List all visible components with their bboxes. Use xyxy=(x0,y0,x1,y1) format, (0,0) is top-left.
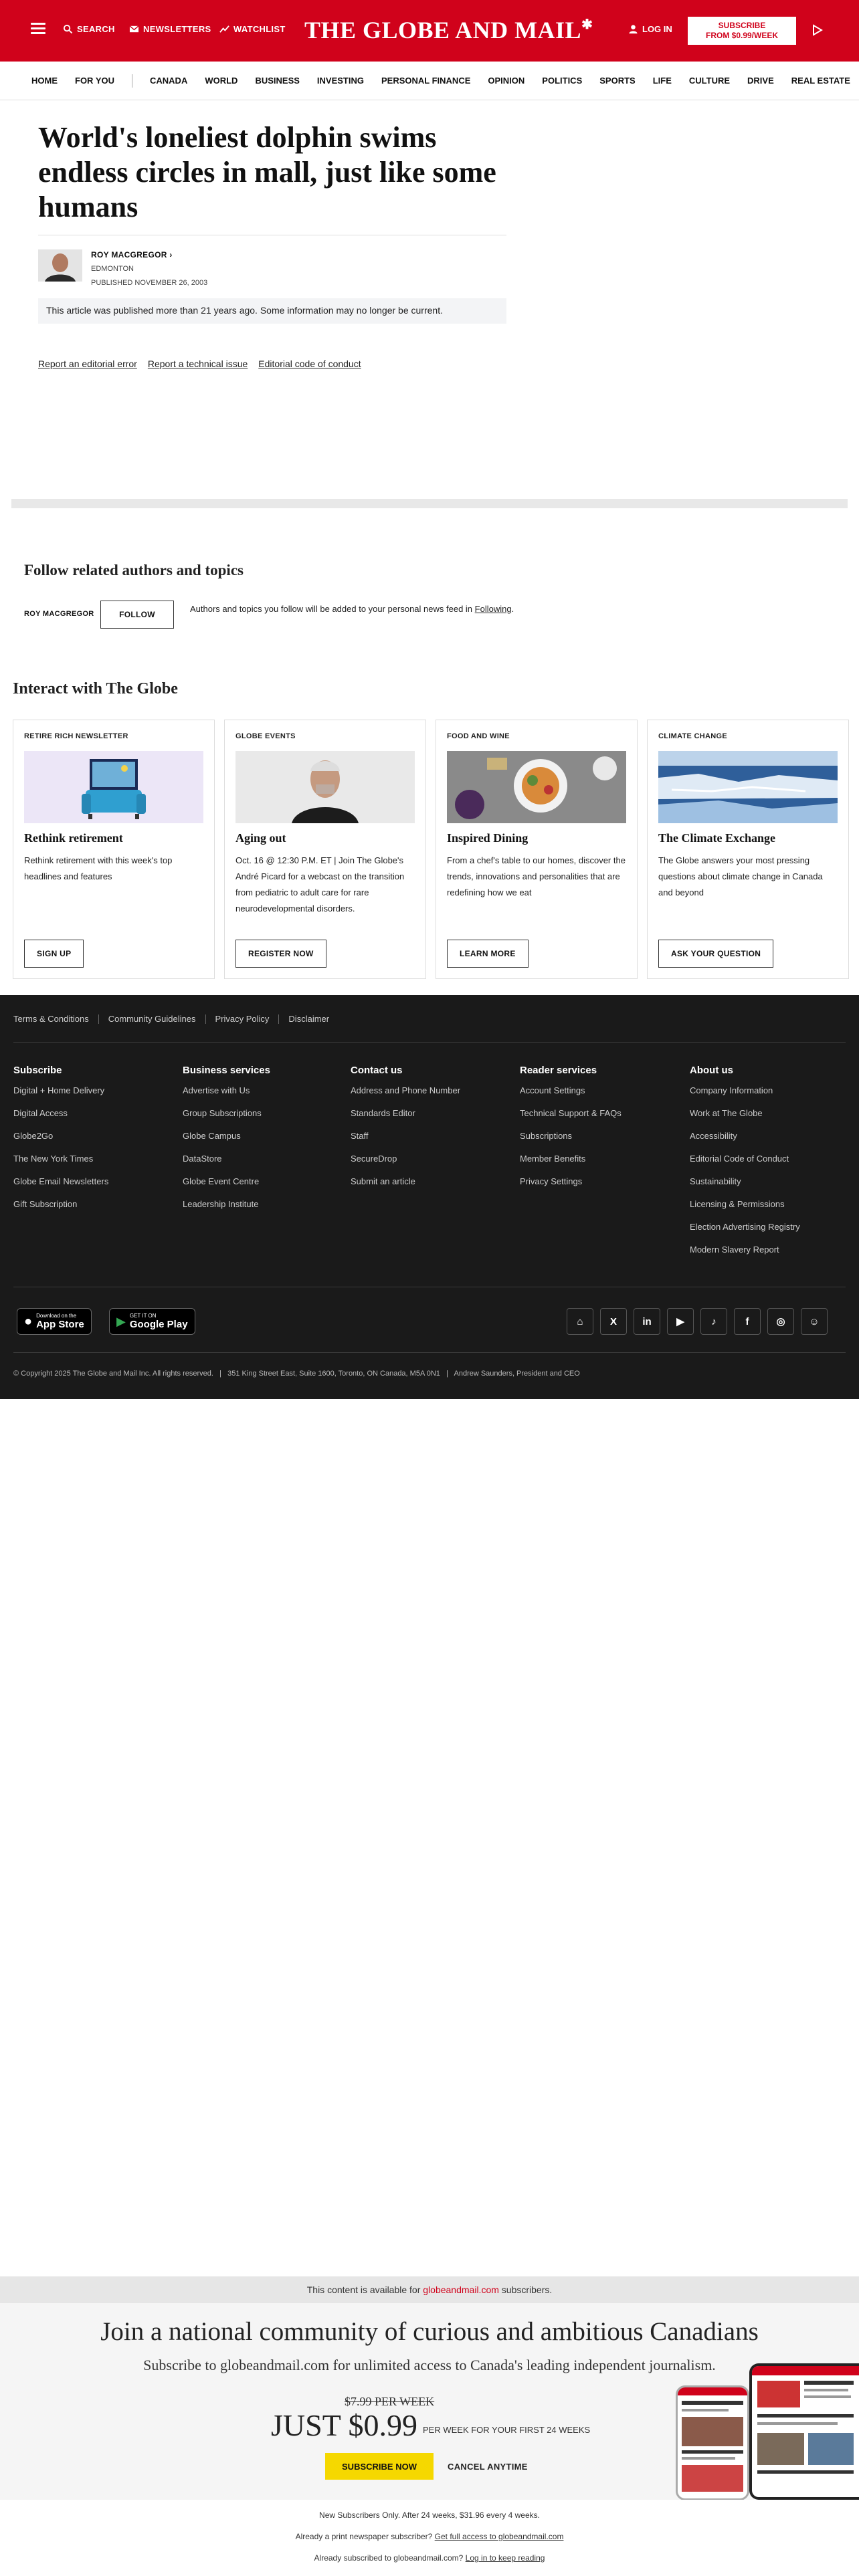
card-description: Oct. 16 @ 12:30 P.M. ET | Join The Globe's André Picard for a webcast on the transition from pediatric to adult care for rare neurodevelopmental disorders. xyxy=(235,855,405,914)
card-retire-rich[interactable] xyxy=(13,720,215,979)
existing-subscriber-note xyxy=(0,2553,859,2563)
card-image-armchair xyxy=(24,751,203,823)
instagram-icon[interactable]: ◎ xyxy=(767,1308,794,1335)
chevron-right-icon: › xyxy=(169,250,173,259)
footer-link[interactable]: Submit an article xyxy=(351,1176,415,1186)
gift-icon[interactable]: ⌂ xyxy=(567,1308,593,1335)
user-icon xyxy=(628,24,638,34)
article-headline: World's loneliest dolphin swims endless circles in mall, just like some humans xyxy=(38,121,496,223)
footer-link[interactable]: Globe Event Centre xyxy=(183,1176,260,1186)
site-footer xyxy=(0,995,859,1399)
subscribe-line-1: SUBSCRIBE xyxy=(718,21,766,30)
subscribe-now-button[interactable]: SUBSCRIBE NOW xyxy=(325,2453,434,2480)
card-kicker: RETIRE RICH NEWSLETTER xyxy=(24,732,128,740)
follow-note-end: . xyxy=(511,604,514,614)
nav-item-personal-finance[interactable]: PERSONAL FINANCE xyxy=(381,76,471,86)
footer-link[interactable]: Group Subscriptions xyxy=(183,1108,262,1118)
nav-item-real-estate[interactable]: REAL ESTATE xyxy=(791,76,850,86)
newsletters-label: NEWSLETTERS xyxy=(143,24,211,34)
card-globe-events[interactable] xyxy=(224,720,426,979)
publish-date: PUBLISHED NOVEMBER 26, 2003 xyxy=(91,279,208,287)
app-store-badge[interactable] xyxy=(17,1308,92,1335)
register-now-button[interactable]: REGISTER NOW xyxy=(235,940,326,968)
card-description: Rethink retirement with this week's top headlines and features xyxy=(24,855,173,881)
footer-link[interactable]: Technical Support & FAQs xyxy=(520,1108,622,1118)
learn-more-button[interactable]: LEARN MORE xyxy=(447,940,529,968)
card-description: From a chef's table to our homes, discover the trends, innovations and personalities that are redefining how we eat xyxy=(447,855,626,897)
paywall-notice-pre: This content is available for xyxy=(306,2284,423,2295)
footer-link[interactable]: Member Benefits xyxy=(520,1154,586,1164)
card-description: The Globe answers your most pressing questions about climate change in Canada and beyond xyxy=(658,855,823,897)
footer-link[interactable]: Licensing & Permissions xyxy=(690,1199,785,1209)
divider xyxy=(98,1014,99,1024)
footer-link[interactable]: Leadership Institute xyxy=(183,1199,259,1209)
apple-icon: ● xyxy=(24,1313,33,1329)
report-editorial-error-link[interactable]: Report an editorial error xyxy=(38,358,137,369)
footer-link[interactable]: Privacy Settings xyxy=(520,1176,583,1186)
full-access-link[interactable]: Get full access to globeandmail.com xyxy=(434,2532,564,2541)
paywall-subheadline: Subscribe to globeandmail.com for unlimited access to Canada's leading independent journalism. xyxy=(143,2357,716,2373)
divider xyxy=(278,1014,279,1024)
footer-link[interactable]: Subscriptions xyxy=(520,1131,573,1141)
google-play-badge[interactable] xyxy=(109,1308,195,1335)
privacy-policy-link[interactable]: Privacy Policy xyxy=(215,1014,270,1024)
footer-column-about-us xyxy=(690,1065,800,1267)
paywall-notice xyxy=(0,2276,859,2303)
nav-item-investing[interactable]: INVESTING xyxy=(316,76,364,86)
login-link[interactable]: Log in to keep reading xyxy=(465,2553,545,2563)
search-icon xyxy=(63,24,73,34)
footer-link[interactable]: Globe Campus xyxy=(183,1131,241,1141)
facebook-icon[interactable]: f xyxy=(734,1308,761,1335)
linkedin-icon[interactable]: in xyxy=(634,1308,660,1335)
sign-up-button[interactable]: SIGN UP xyxy=(24,940,84,968)
following-link[interactable]: Following xyxy=(474,604,512,614)
nav-item-home[interactable]: HOME xyxy=(31,76,58,86)
envelope-icon xyxy=(129,24,139,34)
card-image-food xyxy=(447,751,626,823)
newsletters-button[interactable] xyxy=(129,24,211,34)
editorial-code-link[interactable]: Editorial code of conduct xyxy=(258,358,361,369)
footer-column-title: Reader services xyxy=(520,1065,597,1076)
card-title: Rethink retirement xyxy=(24,831,123,845)
footer-link[interactable]: Standards Editor xyxy=(351,1108,415,1118)
login-label: LOG IN xyxy=(642,24,672,34)
card-image-portrait xyxy=(235,751,415,823)
footer-column-title: Business services xyxy=(183,1065,270,1076)
divider xyxy=(13,1352,846,1353)
footer-link[interactable]: Editorial Code of Conduct xyxy=(690,1154,789,1164)
site-logo[interactable] xyxy=(304,16,593,44)
menu-icon[interactable] xyxy=(31,23,45,35)
footer-column-business-services xyxy=(183,1065,270,1222)
divider xyxy=(205,1014,206,1024)
cancel-anytime-label: CANCEL ANYTIME xyxy=(448,2462,528,2472)
author-name-text: ROY MACGREGOR xyxy=(91,250,167,259)
footer-link[interactable]: Globe2Go xyxy=(13,1131,54,1141)
maple-leaf-icon: ✱ xyxy=(581,17,593,32)
footer-link[interactable]: Account Settings xyxy=(520,1085,585,1095)
article-links xyxy=(38,358,361,369)
age-notice: This article was published more than 21 years ago. Some information may no longer be current. xyxy=(38,298,506,324)
card-kicker: GLOBE EVENTS xyxy=(235,732,296,740)
google-play-small: GET IT ON xyxy=(129,1313,157,1319)
search-button[interactable] xyxy=(63,24,115,34)
tablet-mockup xyxy=(749,2363,859,2500)
app-store-small: Download on the xyxy=(36,1313,77,1319)
card-climate-change[interactable] xyxy=(647,720,849,979)
nav-item-opinion[interactable]: OPINION xyxy=(488,76,525,86)
paywall-notice-post: subscribers. xyxy=(498,2284,553,2295)
existing-subscriber-text: Already subscribed to globeandmail.com? xyxy=(314,2553,466,2563)
offer-terms: PER WEEK FOR YOUR FIRST 24 WEEKS xyxy=(423,2425,591,2435)
author-name[interactable] xyxy=(91,250,173,259)
card-food-and-wine[interactable] xyxy=(436,720,638,979)
subscribe-line-2: FROM $0.99/WEEK xyxy=(705,31,779,40)
follow-section-title: Follow related authors and topics xyxy=(24,562,244,578)
legal-links xyxy=(13,1014,329,1024)
top-bar xyxy=(0,0,859,62)
x-icon[interactable]: X xyxy=(600,1308,627,1335)
footer-column-title: About us xyxy=(690,1065,733,1076)
nav-item-culture[interactable]: CULTURE xyxy=(688,76,731,86)
divider xyxy=(13,1042,846,1043)
card-kicker: CLIMATE CHANGE xyxy=(658,732,727,740)
nav-item-canada[interactable]: CANADA xyxy=(150,76,188,86)
footer-link[interactable]: The New York Times xyxy=(13,1154,94,1164)
footer-link[interactable]: Accessibility xyxy=(690,1131,737,1141)
nav-item-politics[interactable]: POLITICS xyxy=(542,76,583,86)
footer-link[interactable]: DataStore xyxy=(183,1154,222,1164)
footer-link[interactable]: Work at The Globe xyxy=(690,1108,763,1118)
paywall-footer xyxy=(0,2500,859,2576)
logo-text: THE GLOBE AND MAIL xyxy=(304,17,582,43)
footer-column-contact-us xyxy=(351,1065,460,1199)
terms-link[interactable]: Terms & Conditions xyxy=(13,1014,89,1024)
audio-play-icon[interactable] xyxy=(812,24,824,36)
globeandmail-link[interactable]: globeandmail.com xyxy=(423,2284,499,2295)
tiktok-icon[interactable]: ♪ xyxy=(700,1308,727,1335)
subscribe-button[interactable] xyxy=(688,17,796,45)
google-play-icon: ▶ xyxy=(116,1314,126,1328)
disclaimer-link[interactable]: Disclaimer xyxy=(288,1014,330,1024)
chart-icon xyxy=(219,24,229,34)
footer-link[interactable]: Modern Slavery Report xyxy=(690,1245,779,1255)
footer-link[interactable]: Company Information xyxy=(690,1085,773,1095)
nav-item-world[interactable]: WORLD xyxy=(205,76,238,86)
footer-link[interactable]: Digital Access xyxy=(13,1108,68,1118)
dateline-location: EDMONTON xyxy=(91,265,134,273)
author-avatar[interactable] xyxy=(38,249,82,282)
google-play-label: Google Play xyxy=(129,1319,188,1330)
follow-note xyxy=(190,604,514,614)
footer-column-title: Contact us xyxy=(351,1065,403,1076)
community-guidelines-link[interactable]: Community Guidelines xyxy=(108,1014,196,1024)
footer-column-subscribe xyxy=(13,1065,108,1222)
app-store-label: App Store xyxy=(36,1319,84,1330)
new-subscriber-note: New Subscribers Only. After 24 weeks, $31.96 every 4 weeks. xyxy=(319,2510,540,2520)
print-subscriber-text: Already a print newspaper subscriber? xyxy=(295,2532,435,2541)
footer-column-reader-services xyxy=(520,1065,622,1199)
watchlist-button[interactable] xyxy=(219,24,286,34)
nav-item-drive[interactable]: DRIVE xyxy=(747,76,774,86)
footer-link[interactable]: Digital + Home Delivery xyxy=(13,1085,105,1095)
footer-link[interactable]: SecureDrop xyxy=(351,1154,397,1164)
follow-note-text: Authors and topics you follow will be added to your personal news feed in xyxy=(190,604,475,614)
search-label: SEARCH xyxy=(77,24,115,34)
follow-button[interactable]: FOLLOW xyxy=(100,601,174,629)
nav-item-business[interactable]: BUSINESS xyxy=(255,76,300,86)
paywall-headline: Join a national community of curious and ambitious Canadians xyxy=(100,2317,759,2346)
nav-item-for-you[interactable]: FOR YOU xyxy=(75,76,114,86)
footer-link[interactable]: Gift Subscription xyxy=(13,1199,78,1209)
card-kicker: FOOD AND WINE xyxy=(447,732,510,740)
follow-author-name: ROY MACGREGOR xyxy=(24,610,94,618)
copyright: © Copyright 2025 The Globe and Mail Inc. All rights reserved. | 351 King Street East, Suite 1600, Toronto, ON Canada, M5A 0N1 | Andrew Saunders, President and CEO xyxy=(13,1370,580,1378)
paywall-overlay xyxy=(0,2276,859,2576)
footer-link[interactable]: Globe Email Newsletters xyxy=(13,1176,109,1186)
card-image-ice xyxy=(658,751,838,823)
section-nav xyxy=(0,62,859,100)
report-technical-issue-link[interactable]: Report a technical issue xyxy=(147,358,248,369)
footer-link[interactable]: Election Advertising Registry xyxy=(690,1222,800,1232)
card-title: Aging out xyxy=(235,831,286,845)
card-title: The Climate Exchange xyxy=(658,831,775,845)
watchlist-label: WATCHLIST xyxy=(233,24,286,34)
interact-section-title: Interact with The Globe xyxy=(13,680,178,697)
offer-price: JUST $0.99 xyxy=(271,2408,417,2442)
print-subscriber-note xyxy=(0,2532,859,2541)
footer-link[interactable]: Advertise with Us xyxy=(183,1085,250,1095)
youtube-icon[interactable]: ▶ xyxy=(667,1308,694,1335)
footer-column-title: Subscribe xyxy=(13,1065,62,1076)
footer-link[interactable]: Sustainability xyxy=(690,1176,741,1186)
nav-item-sports[interactable]: SPORTS xyxy=(599,76,636,86)
footer-link[interactable]: Address and Phone Number xyxy=(351,1085,461,1095)
old-price: $7.99 PER WEEK xyxy=(345,2395,435,2408)
phone-mockup xyxy=(676,2385,749,2500)
nav-item-life[interactable]: LIFE xyxy=(652,76,672,86)
ask-your-question-button[interactable]: ASK YOUR QUESTION xyxy=(658,940,773,968)
card-title: Inspired Dining xyxy=(447,831,529,845)
social-links xyxy=(567,1308,828,1335)
footer-link[interactable]: Staff xyxy=(351,1131,369,1141)
ad-placeholder-bar xyxy=(11,499,848,508)
login-button[interactable] xyxy=(628,24,672,34)
snapchat-icon[interactable]: ☺ xyxy=(801,1308,828,1335)
